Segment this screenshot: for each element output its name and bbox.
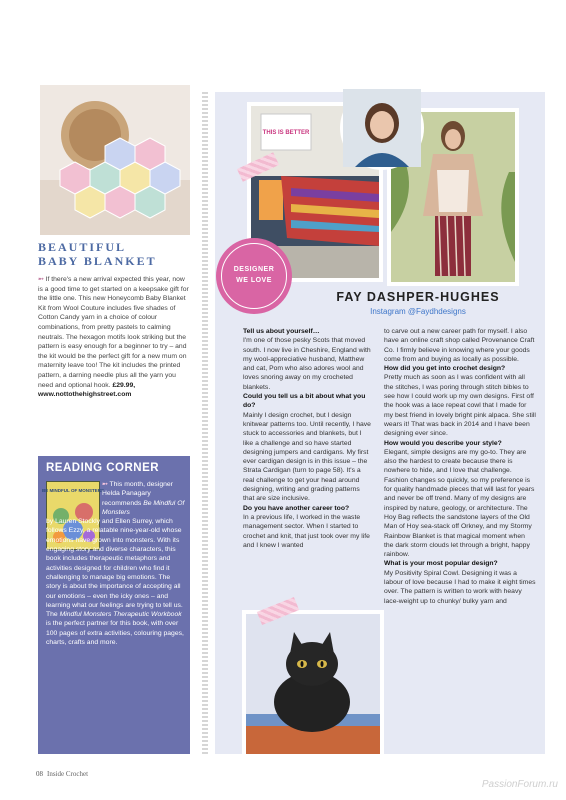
arrow-icon: ➵ — [102, 481, 108, 488]
question: How would you describe your style? — [384, 439, 502, 447]
baby-blanket-title — [38, 240, 198, 268]
designer-we-love-badge — [216, 238, 292, 314]
reading-intro: This month, designer Helda Panagary recommends — [102, 481, 173, 507]
cat-photo — [242, 610, 384, 758]
answer: Elegant, simple designs are my go-to. They are also the hardest to create because there is nowhere to hide, and I love that challenge. Fashion changes so quickly, so my preference is for quality handmade pieces that will last for years and never be off trend. Many of my designs are inspired by nature, geology, or architecture. The Hoy Bag reflects the sandstone layers of the Old Man of Hoy sea-stack off Orkney, and my Stormy Rainbow Blanket is that magical moment when the dark storm clouds let through a bright, happy rainbow. — [384, 448, 535, 559]
reading-corner-body — [46, 480, 186, 647]
arrow-icon: ➵ — [38, 276, 44, 283]
instagram-handle[interactable]: Instagram @Faydhdesigns — [370, 307, 466, 316]
designer-portrait — [340, 86, 424, 170]
reading-book-title: Be Mindful Of Monsters — [102, 499, 185, 516]
column-divider — [202, 92, 208, 754]
reading-corner-box — [38, 456, 190, 754]
baby-blanket-body — [38, 275, 190, 400]
answer: My Positivity Spiral Cowl. Designing it was a labour of love because I had to make it eight times over. The pattern is written to work with heavy lace-weight up to chunky/ bulky yarn and — [384, 569, 536, 605]
reading-text: by Lauren Stockly and Ellen Surrey, which follows Ezzy, a relatable nine-year-old whose emotions have grown into monsters. With its engaging story and diverse characters, this book includes therapeutic metaphors and activities designed for children who find it challenging to manage big emotions. The story is about the importance of accepting all our emotions – even the icky ones – and learning what our feelings are trying to tell us. The — [46, 518, 183, 619]
badge-line1: DESIGNER — [233, 266, 275, 273]
answer: Mainly I design crochet, but I design knitwear patterns too. Until recently, I have stuck to accessories and blankets, but I like a challenge and so have started designing jumpers and cardigans. My first ever cardigan design is in this issue – the Strata Cardigan (turn to page 58). It's a real challenge to get your head around designing, writing and grading patterns that are size inclusive. — [243, 411, 371, 503]
baby-blanket-photo — [40, 85, 190, 235]
interview-column-2 — [384, 327, 536, 606]
question: Tell us about yourself… — [243, 328, 320, 335]
baby-blanket-price: £29.99, www.nottothehighstreet.com — [38, 381, 136, 399]
badge-line2: WE LOVE — [236, 277, 272, 284]
baby-blanket-title-line1: BEAUTIFUL — [38, 240, 127, 254]
photo-sign: THIS IS BETTER — [262, 130, 310, 136]
question: Could you tell us a bit about what you do? — [243, 393, 366, 410]
answer: In a previous life, I worked in the waste management sector. When I started to crochet and knit, that just took over my life and I knew I wanted — [243, 513, 370, 549]
baby-blanket-title-line2: BABY BLANKET — [38, 254, 157, 268]
reading-workbook-title: Mindful Monsters Therapeutic Workbook — [59, 611, 182, 619]
baby-blanket-text: If there's a new arrival expected this year, now is a good time to get started on a keepsake gift for the little one. This new Honeycomb Baby Blanket Kit from Wool Couture includes five shades of Cotton Candy yarn in a choice of colour combinations, from pretty pastels to calming neutrals. The hexagon motifs look striking but the pattern is easy enough for a beginner to try – and the kit would be the perfect gift for a new mum on maternity leave too! The kit includes the printed pattern, a darning needle plus all the yarn you need and optional hook. — [38, 276, 189, 389]
watermark: PassionForum.ru — [481, 779, 558, 790]
designer-name: FAY DASHPER-HUGHES — [336, 290, 500, 304]
answer: I'm one of those pesky Scots that moved south. I now live in Cheshire, England with my wool-appreciative husband, Matthew and cat, Pom who also adores wool and loves snoring away on my crocheted blankets. — [243, 337, 371, 391]
page-footer — [36, 770, 88, 778]
reading-corner-title: READING CORNER — [46, 462, 160, 474]
question: Do you have another career too? — [243, 504, 350, 512]
question: What is your most popular design? — [384, 560, 498, 568]
answer: to carve out a new career path for myself. I also have an online craft shop called Provenance Craft Co. I firmly believe in knowing where your goods come from and buying as locally as possible. — [384, 328, 535, 363]
book-cover-title: BE MINDFUL OF MONSTERS — [42, 488, 104, 493]
answer: Pretty much as soon as I was confident with all the stitches, I was poring through stitch bibles to see how I could work up my own designs. First off the hook was a lace repeat cowl that I made for my best friend in lovely bright pink alpaca. She still wears it! That was back in 2014 and I have been designing ever since. — [384, 374, 536, 438]
reading-text-2: is the perfect partner for this book, with over 100 pages of extra activities, colouring pages, charts, crafts and more. — [46, 620, 184, 647]
badge-ring — [221, 243, 287, 309]
question: How did you get into crochet design? — [384, 365, 506, 373]
interview-column-1 — [243, 327, 372, 550]
page-number: 08 — [36, 770, 43, 778]
magazine-name: Inside Crochet — [47, 770, 89, 778]
